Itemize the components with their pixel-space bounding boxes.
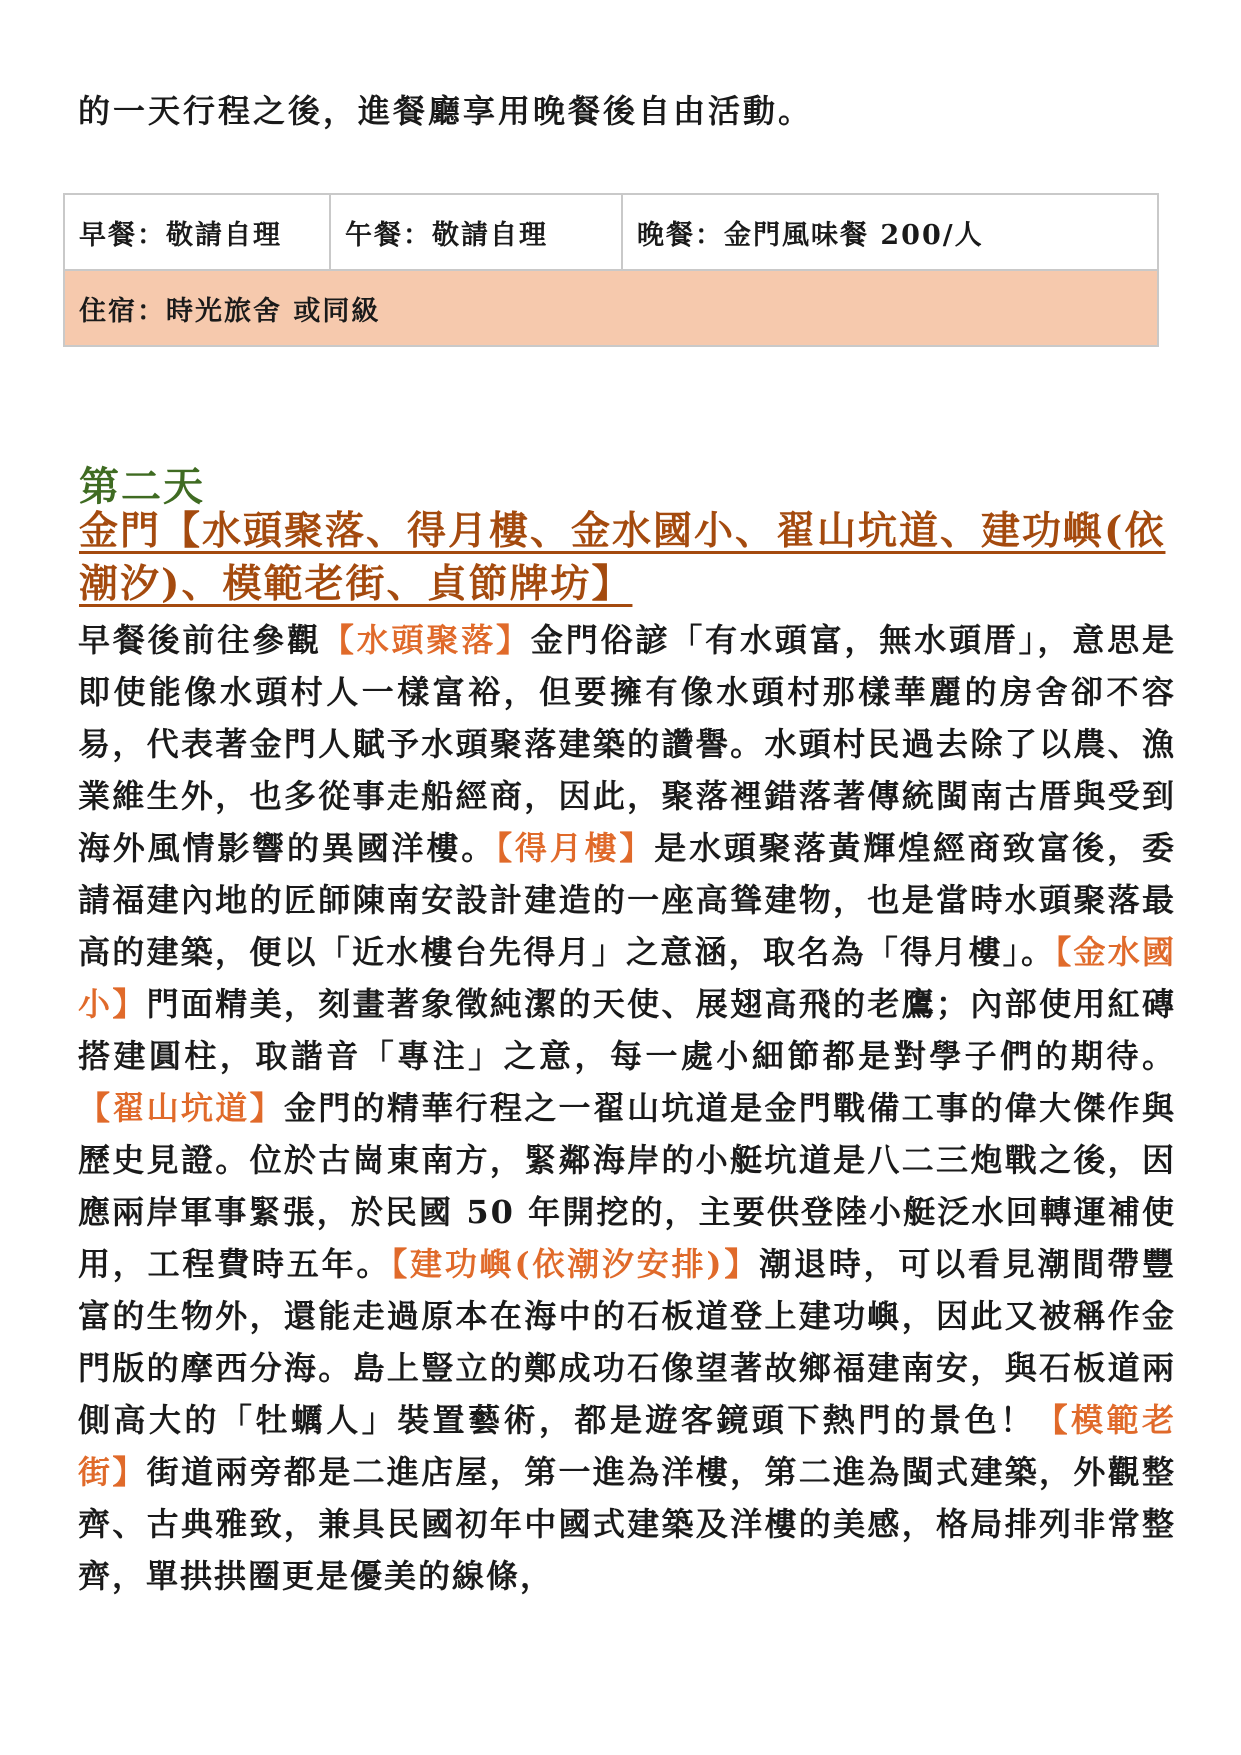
day-label: 第二天 [79, 463, 205, 510]
highlight-jinshui-school: 【金水國小】 [78, 933, 1176, 1023]
lunch-cell: 午餐：敬請自理 [330, 194, 622, 270]
body-text-5: 金門的精華行程之一翟山坑道是金門戰備工事的偉大傑作與歷史見證。位於古崗東南方，緊鄰海岸的小艇坑道是八二三炮戰之後，因應兩岸軍事緊張，於民國 50 年開挖的，主要供登陸小艇泛水回轉運補使用，工程費時五年。 [78, 1089, 1176, 1283]
highlight-shuitou-village: 【水頭聚落】 [321, 621, 531, 659]
day-route-title: 金門【水頭聚落、得月樓、金水國小、翟山坑道、建功嶼(依潮汐)、模範老街、貞節牌坊】 [79, 508, 1166, 607]
highlight-zhaishan-tunnel: 【翟山坑道】 [78, 1089, 284, 1127]
itinerary-description [78, 614, 1176, 1602]
body-text-7: 街道兩旁都是二進店屋，第一進為洋樓，第二進為閩式建築，外觀整齊、古典雅致，兼具民國初年中國式建築及洋樓的美感，格局排列非常整齊，單拱拱圈更是優美的線條， [78, 1453, 1176, 1595]
meal-table [63, 193, 1159, 347]
body-text-6: 潮退時，可以看見潮間帶豐富的生物外，還能走過原本在海中的石板道登上建功嶼，因此又被稱作金門版的摩西分海。島上豎立的鄭成功石像望著故鄉福建南安，與石板道兩側高大的「牡蠣人」裝置藝術，都是遊客鏡頭下熱門的景色！ [78, 1245, 1176, 1439]
body-text-1: 早餐後前往參觀 [78, 621, 322, 659]
highlight-jiangong-islet: 【建功嶼(依潮汐安排)】 [391, 1245, 760, 1283]
highlight-model-street: 【模範老街】 [78, 1401, 1176, 1491]
body-text-3: 是水頭聚落黃輝煌經商致富後，委請福建內地的匠師陳南安設計建造的一座高聳建物，也是當時水頭聚落最高的建築，便以「近水樓台先得月」之意涵，取名為「得月樓」。 [78, 829, 1176, 971]
stay-row [64, 270, 1158, 346]
breakfast-cell: 早餐：敬請自理 [64, 194, 330, 270]
body-text-4: 門面精美，刻畫著象徵純潔的天使、展翅高飛的老鷹；內部使用紅磚搭建圓柱，取諧音「專注」之意，每一處小細節都是對學子們的期待。 [78, 985, 1176, 1075]
dinner-cell: 晚餐：金門風味餐 200/人 [622, 194, 1158, 270]
body-text-2: 金門俗諺「有水頭富，無水頭厝」，意思是即使能像水頭村人一樣富裕，但要擁有像水頭村那樣華麗的房舍卻不容易，代表著金門人賦予水頭聚落建築的讚譽。水頭村民過去除了以農、漁業維生外，也多從事走船經商，因此，聚落裡錯落著傳統閩南古厝與受到海外風情影響的異國洋樓。 [78, 621, 1176, 867]
highlight-deyue-tower: 【得月樓】 [496, 829, 655, 867]
intro-text: 的一天行程之後，進餐廳享用晚餐後自由活動。 [78, 92, 814, 130]
stay-cell: 住宿：時光旅舍 或同級 [64, 270, 1158, 346]
meal-row [64, 194, 1158, 270]
